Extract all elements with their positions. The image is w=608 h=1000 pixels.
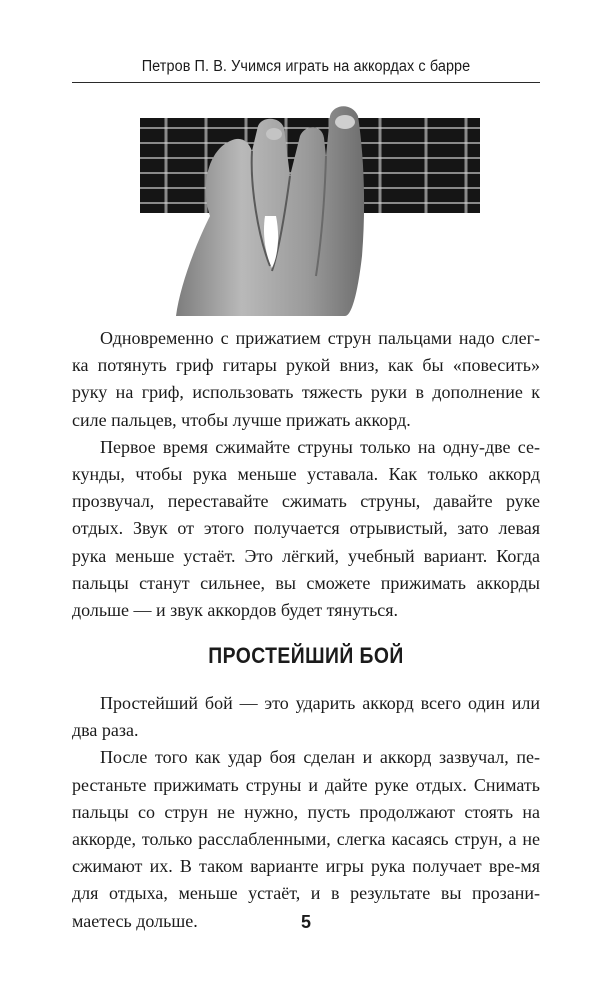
header-rule: [72, 82, 540, 83]
paragraph: После того как удар боя сделан и аккорд зазвучал, пе-рестаньте прижимать струны и дайте руке отдых. Снимать пальцы со струн не нужно, пусть продолжают стоять на аккорде, только расслабленными, слегка касаясь струн, а не сжимают их. В таком варианте игры рука получает вре-мя для отдыха, меньше устаёт, и в результате вы прозани-маетесь дольше.: [72, 747, 540, 931]
section-heading: ПРОСТЕЙШИЙ БОЙ: [208, 643, 404, 668]
guitar-barre-photo: [140, 96, 480, 316]
paragraph: Простейший бой — это ударить аккорд всего один или два раза.: [72, 693, 540, 741]
body-text-top: [72, 325, 540, 624]
paragraph: Первое время сжимайте струны только на одну-две се-кунды, чтобы рука меньше уставала. Как только аккорд прозвучал, переставайте сжимать струны, давайте руке отдых. Звук от этого получается отрывистый, зато левая рука меньше устаёт. Это лёгкий, учебный вариант. Когда пальцы станут сильнее, вы сможете прижимать аккорды дольше — и звук аккордов будет тянуться.: [72, 436, 540, 621]
page-number: 5: [300, 912, 311, 932]
running-head: Петров П. В. Учимся играть на аккордах с барре: [141, 58, 471, 75]
paragraph: Одновременно с прижатием струн пальцами надо слег-ка потянуть гриф гитары рукой вниз, как бы «повесить» руку на гриф, использовать тяжесть руки в дополнение к силе пальцев, чтобы лучше прижать аккорд.: [72, 328, 540, 430]
body-text-bottom: [72, 690, 540, 935]
